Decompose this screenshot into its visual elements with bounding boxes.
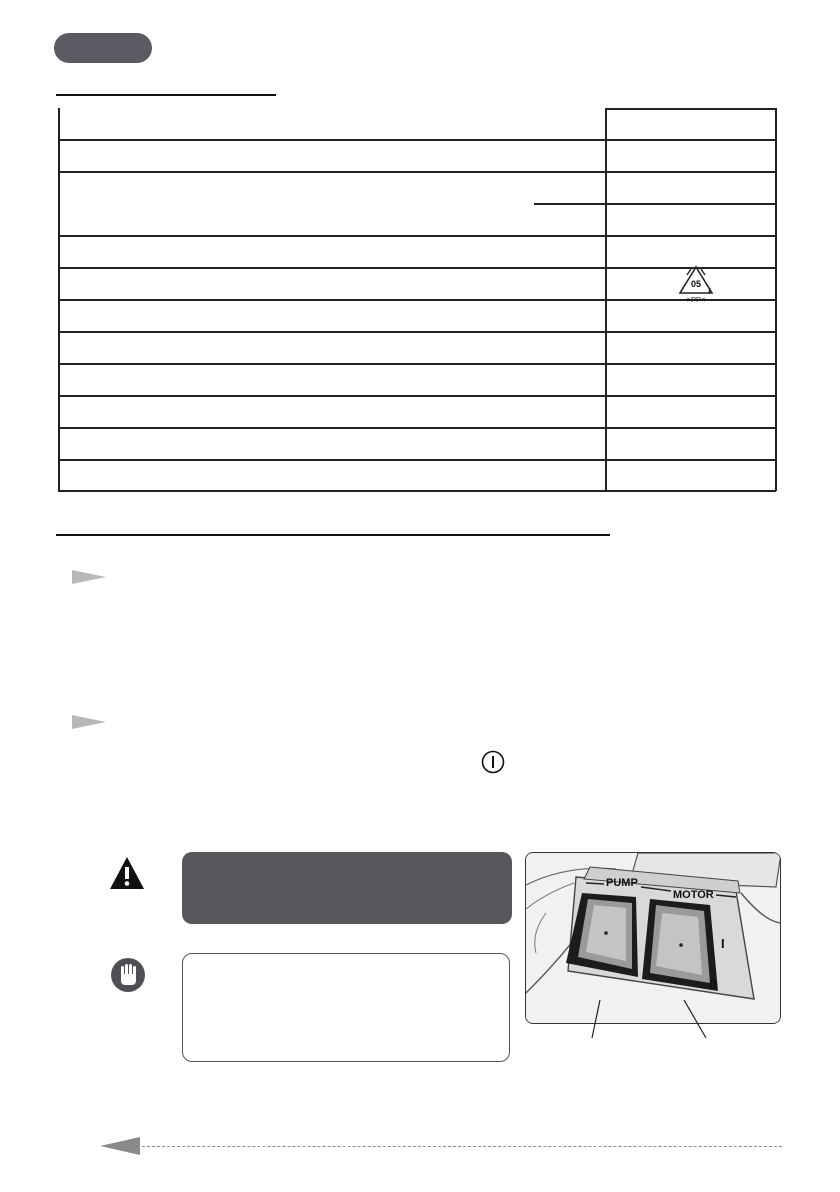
note-box bbox=[182, 953, 510, 1062]
specifications-table bbox=[58, 108, 776, 491]
recycling-code: 05 bbox=[690, 279, 702, 289]
section-heading-underline bbox=[56, 94, 276, 96]
table-row-line bbox=[58, 171, 776, 173]
switch-on-mark: I bbox=[721, 936, 725, 951]
step-arrow-icon bbox=[72, 570, 106, 584]
table-row-subline bbox=[534, 203, 776, 205]
power-on-icon bbox=[481, 750, 505, 774]
table-row-line bbox=[58, 267, 776, 269]
section-heading-underline bbox=[56, 534, 610, 536]
table-row-line bbox=[58, 331, 776, 333]
stop-hand-icon bbox=[110, 957, 146, 993]
language-pill bbox=[54, 33, 152, 63]
callout-leader-lines bbox=[580, 1000, 720, 1040]
warning-box bbox=[182, 852, 512, 924]
table-row-line bbox=[58, 427, 776, 429]
table-row-line bbox=[58, 363, 776, 365]
motor-label: MOTOR bbox=[673, 889, 714, 901]
table-row-line bbox=[58, 395, 776, 397]
recycling-pp-icon bbox=[672, 264, 720, 304]
step-arrow-icon bbox=[72, 715, 106, 729]
pump-label: PUMP bbox=[606, 877, 638, 889]
footer-dashed-line bbox=[142, 1146, 782, 1147]
recycling-material: >PP< bbox=[686, 295, 706, 304]
table-row-line bbox=[58, 459, 776, 461]
switch-off-mark: 0 bbox=[709, 976, 717, 992]
table-row-line bbox=[605, 108, 776, 110]
previous-page-arrow-icon[interactable] bbox=[100, 1137, 140, 1155]
table-row-line bbox=[58, 139, 776, 141]
switch-panel-photo bbox=[525, 852, 781, 1024]
warning-triangle-icon bbox=[108, 855, 146, 891]
table-bottom-line bbox=[58, 490, 776, 492]
table-row-line bbox=[58, 235, 776, 237]
table-row-line bbox=[58, 299, 776, 301]
